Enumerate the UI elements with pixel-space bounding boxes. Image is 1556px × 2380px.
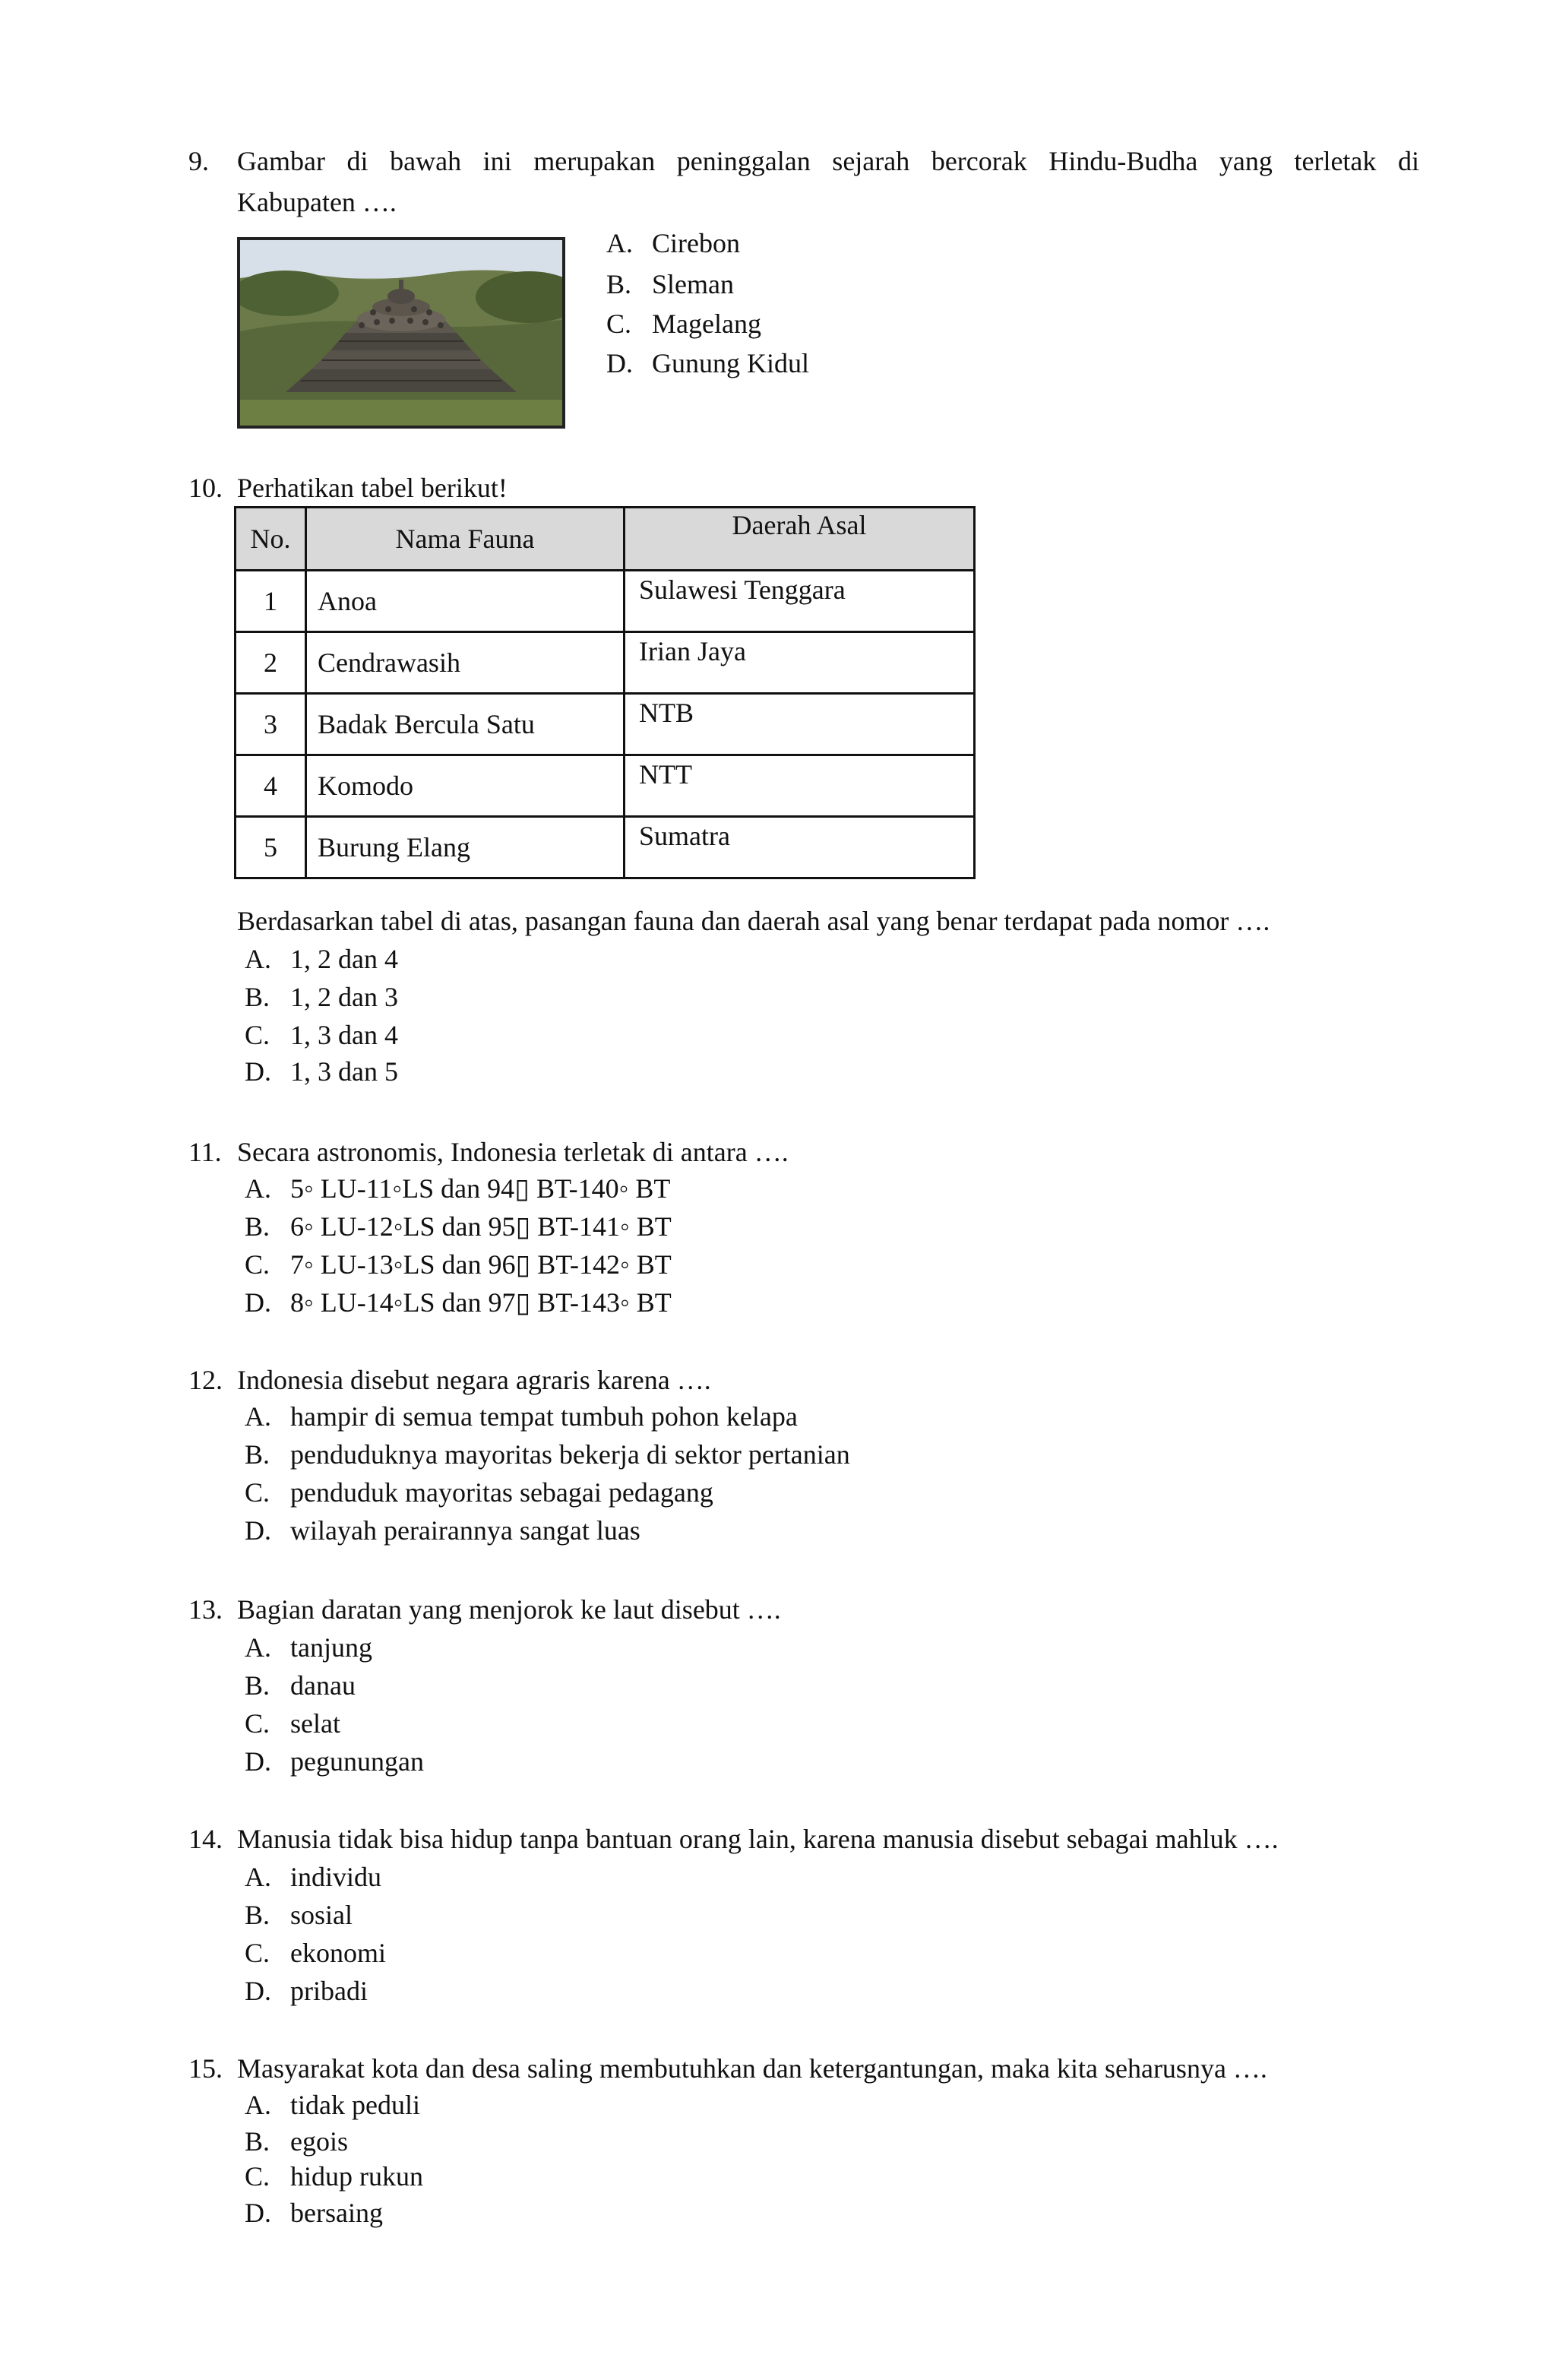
table-cell-origin: NTB bbox=[625, 694, 975, 755]
option-text: danau bbox=[290, 1670, 356, 1701]
option-text: Gunung Kidul bbox=[652, 348, 809, 378]
option-text: Sleman bbox=[652, 269, 734, 299]
option-text: tanjung bbox=[290, 1632, 372, 1663]
borobudur-temple-photo bbox=[237, 237, 565, 429]
option-label: C. bbox=[606, 309, 632, 339]
table-cell-origin: NTT bbox=[625, 755, 975, 817]
question-number: 15. bbox=[188, 2053, 223, 2084]
table-row bbox=[236, 632, 975, 694]
option-label: B. bbox=[245, 2126, 270, 2157]
option-label: D. bbox=[245, 2198, 271, 2228]
question-number: 14. bbox=[188, 1824, 223, 1854]
table-cell-fauna: Anoa bbox=[306, 571, 625, 632]
option-text: penduduk mayoritas sebagai pedagang bbox=[290, 1477, 713, 1508]
question-number: 11. bbox=[188, 1137, 222, 1167]
table-cell-fauna: Badak Bercula Satu bbox=[306, 694, 625, 755]
option-label: B. bbox=[245, 1439, 270, 1470]
option-label: A. bbox=[606, 228, 633, 258]
option-label: C. bbox=[245, 2161, 270, 2192]
question-text-cont: Kabupaten …. bbox=[237, 187, 397, 217]
option-text: egois bbox=[290, 2126, 348, 2157]
option-text: pribadi bbox=[290, 1976, 368, 2006]
question-text: Gambar di bawah ini merupakan peninggalan sejarah bercorak Hindu-Budha yang terletak di bbox=[237, 146, 1419, 176]
table-cell-no: 2 bbox=[236, 632, 306, 694]
table-row bbox=[236, 755, 975, 817]
question-number: 13. bbox=[188, 1594, 223, 1625]
table-header-origin: Daerah Asal bbox=[625, 508, 975, 571]
option-label: B. bbox=[245, 1211, 270, 1242]
question-text: Perhatikan tabel berikut! bbox=[237, 473, 508, 503]
option-text: individu bbox=[290, 1862, 382, 1892]
option-label: D. bbox=[245, 1515, 271, 1546]
table-cell-fauna: Burung Elang bbox=[306, 817, 625, 878]
option-text: 5◦ LU-11◦LS dan 94▯ BT-140◦ BT bbox=[290, 1173, 671, 1204]
table-row bbox=[236, 571, 975, 632]
question-number: 9. bbox=[188, 146, 209, 176]
option-label: A. bbox=[245, 1173, 271, 1204]
table-row bbox=[236, 817, 975, 878]
option-text: Cirebon bbox=[652, 228, 740, 258]
option-label: B. bbox=[245, 1900, 270, 1930]
option-text: 1, 3 dan 4 bbox=[290, 1020, 398, 1050]
option-text: 7◦ LU-13◦LS dan 96▯ BT-142◦ BT bbox=[290, 1249, 672, 1280]
table-cell-origin: Sumatra bbox=[625, 817, 975, 878]
table-header-row bbox=[236, 508, 975, 571]
option-text: wilayah perairannya sangat luas bbox=[290, 1515, 640, 1546]
option-label: B. bbox=[606, 269, 632, 299]
option-label: B. bbox=[245, 1670, 270, 1701]
option-label: D. bbox=[245, 1287, 271, 1318]
option-label: D. bbox=[245, 1746, 271, 1777]
option-text: hidup rukun bbox=[290, 2161, 423, 2192]
option-label: A. bbox=[245, 1401, 271, 1432]
option-text: sosial bbox=[290, 1900, 353, 1930]
option-label: A. bbox=[245, 1632, 271, 1663]
option-text: 1, 3 dan 5 bbox=[290, 1056, 398, 1087]
option-text: tidak peduli bbox=[290, 2090, 420, 2120]
option-text: Magelang bbox=[652, 309, 761, 339]
question-text: Masyarakat kota dan desa saling membutuhkan dan ketergantungan, maka kita seharusnya …. bbox=[237, 2053, 1267, 2084]
option-text: bersaing bbox=[290, 2198, 383, 2228]
table-cell-no: 1 bbox=[236, 571, 306, 632]
table-cell-no: 3 bbox=[236, 694, 306, 755]
option-label: A. bbox=[245, 944, 271, 974]
option-text: penduduknya mayoritas bekerja di sektor pertanian bbox=[290, 1439, 850, 1470]
option-label: C. bbox=[245, 1249, 270, 1280]
table-cell-origin: Sulawesi Tenggara bbox=[625, 571, 975, 632]
table-row bbox=[236, 694, 975, 755]
option-text: hampir di semua tempat tumbuh pohon kelapa bbox=[290, 1401, 798, 1432]
option-text: 8◦ LU-14◦LS dan 97▯ BT-143◦ BT bbox=[290, 1287, 672, 1318]
option-text: 6◦ LU-12◦LS dan 95▯ BT-141◦ BT bbox=[290, 1211, 672, 1242]
option-label: D. bbox=[245, 1976, 271, 2006]
question-text: Indonesia disebut negara agraris karena …. bbox=[237, 1365, 711, 1395]
option-text: 1, 2 dan 3 bbox=[290, 982, 398, 1012]
question-number: 12. bbox=[188, 1365, 223, 1395]
option-text: 1, 2 dan 4 bbox=[290, 944, 398, 974]
option-label: D. bbox=[606, 348, 633, 378]
option-text: pegunungan bbox=[290, 1746, 424, 1777]
table-cell-no: 5 bbox=[236, 817, 306, 878]
option-text: ekonomi bbox=[290, 1938, 386, 1968]
fauna-table bbox=[234, 506, 976, 879]
table-header-no: No. bbox=[236, 508, 306, 571]
option-label: B. bbox=[245, 982, 270, 1012]
question-followup: Berdasarkan tabel di atas, pasangan fauna dan daerah asal yang benar terdapat pada nomor …. bbox=[237, 906, 1270, 936]
question-text: Bagian daratan yang menjorok ke laut disebut …. bbox=[237, 1594, 781, 1625]
table-cell-no: 4 bbox=[236, 755, 306, 817]
option-label: A. bbox=[245, 1862, 271, 1892]
option-label: D. bbox=[245, 1056, 271, 1087]
question-number: 10. bbox=[188, 473, 223, 503]
question-text: Secara astronomis, Indonesia terletak di antara …. bbox=[237, 1137, 789, 1167]
option-text: selat bbox=[290, 1708, 340, 1739]
option-label: C. bbox=[245, 1938, 270, 1968]
option-label: A. bbox=[245, 2090, 271, 2120]
option-label: C. bbox=[245, 1708, 270, 1739]
table-cell-origin: Irian Jaya bbox=[625, 632, 975, 694]
option-label: C. bbox=[245, 1020, 270, 1050]
table-cell-fauna: Komodo bbox=[306, 755, 625, 817]
question-text: Manusia tidak bisa hidup tanpa bantuan orang lain, karena manusia disebut sebagai mahluk …. bbox=[237, 1824, 1279, 1854]
table-cell-fauna: Cendrawasih bbox=[306, 632, 625, 694]
option-label: C. bbox=[245, 1477, 270, 1508]
table-header-fauna: Nama Fauna bbox=[306, 508, 625, 571]
